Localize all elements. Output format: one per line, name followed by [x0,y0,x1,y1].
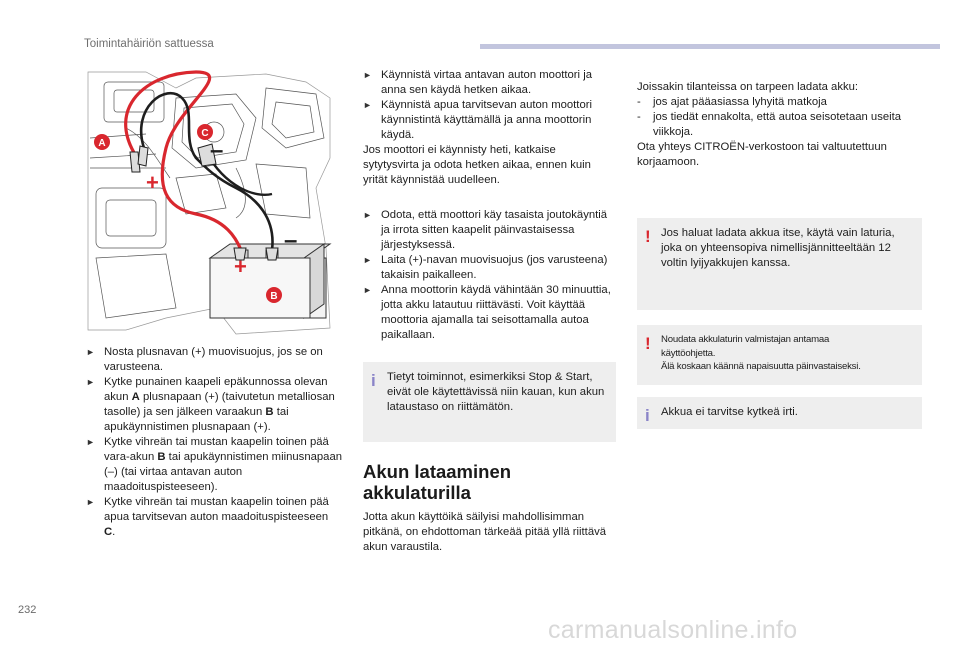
label-c: C [201,128,209,139]
list-item: ► Anna moottorin käydä vähintään 30 minuuttia, jotta akku latautuu riittävästi. Voit käyttää moottoria ajamalla tai seisottamalla autoa paikallaan. [363,284,611,341]
section-text: Jotta akun käyttöikä säilyisi mahdollisimman pitkänä, on ehdottoman tärkeää pitää yllä riittävä akun varaustila. [363,511,607,553]
arrow-bullet-icon: ► [363,100,372,110]
watermark: carmanualsonline.info [548,616,798,644]
plus-sign-b: + [234,254,247,279]
list-item: ► Odota, että moottori käy tasaista joutokäyntiä ja irrota sitten kaapelit päinvastaisessa järjestyksessä. [363,209,608,251]
arrow-bullet-icon: ► [86,497,95,507]
arrow-bullet-icon: ► [86,347,95,357]
info-icon: i [371,371,376,390]
header-bar [480,44,940,49]
list-item: ► Kytke vihreän tai mustan kaapelin toinen pää apua tarvitsevan auton maadoituspisteeseen C. [86,496,329,538]
arrow-bullet-icon: ► [363,285,372,295]
warning-icon: ! [645,227,651,246]
list-item: ► Kytke vihreän tai mustan kaapelin toinen pää vara-akun B tai apukäynnistimen miinusnapaan (–) (tai virtaa antavan auton maadoituspisteeseen). [86,436,343,493]
list-item: ► Käynnistä virtaa antavan auton moottori ja anna sen käydä hetken aikaa. [363,69,593,96]
col3-text: Joissakin tilanteissa on tarpeen ladata akku: - jos ajat pääasiassa lyhyitä matkoja - jos tiedät ennakolta, että autoa seisotetaan useita viikkoja. Ota yhteys CITROËN-verkostoon tai valtuutettuun korjaamoon. [637,80,922,170]
info-box-stop-start: i Tietyt toiminnot, esimerkiksi Stop & Start, eivät ole käytettävissä niin kauan, kun akun lataustaso on riittämätön. [363,362,616,442]
plus-sign-a: + [146,170,159,195]
warning-icon: ! [645,334,651,353]
list-item: ► Laita (+)-navan muovisuojus (jos varusteena) takaisin paikalleen. [363,254,608,281]
list-item: ► Nosta plusnavan (+) muovisuojus, jos se on varusteena. [86,346,323,373]
arrow-bullet-icon: ► [363,255,372,265]
arrow-bullet-icon: ► [363,70,372,80]
list-item: - jos tiedät ennakolta, että autoa seisotetaan useita viikkoja. [637,111,902,138]
list-item: - jos ajat pääasiassa lyhyitä matkoja [637,96,827,108]
warning-box-polarity: ! Noudata akkulaturin valmistajan antamaa käyttöohjetta. Älä koskaan käännä napaisuutta päinvastaiseksi. [637,325,922,385]
label-a: A [98,138,106,149]
page-number: 232 [18,604,37,616]
info-icon: i [645,406,650,425]
col2-mid [363,208,613,343]
arrow-bullet-icon: ► [86,377,95,387]
arrow-bullet-icon: ► [363,210,372,220]
minus-sign-c: – [210,137,224,164]
list-item: ► Käynnistä apua tarvitsevan auton moottori käynnistintä käyttämällä ja anna moottorin käydä. [363,99,593,141]
arrow-bullet-icon: ► [86,437,95,447]
col2-top [363,68,613,188]
col1-steps [86,345,342,540]
retry-paragraph: Jos moottori ei käynnisty heti, katkaise sytytysvirta ja odota hetken aikaa, ennen kuin yrität käynnistää uudelleen. [363,144,591,186]
list-item: ► Kytke punainen kaapeli epäkunnossa olevan akun A plusnapaan (+) (taivutetun metalliosan tasolle) ja sen jälkeen varaakun B tai apukäynnistimen plusnapaan (+). [86,376,335,433]
header-title: Toimintahäiriön sattuessa [84,38,214,50]
warning-box-charger: ! Jos haluat ladata akkua itse, käytä vain laturia, joka on yhteensopiva nimellisjännitteeltään 12 voltin lyijyakkujen kanssa. [637,218,922,310]
label-b: B [270,291,278,302]
info-box-disconnect: i Akkua ei tarvitse kytkeä irti. [637,397,922,429]
minus-sign-b: – [284,227,298,254]
section-title: Akun lataaminen akkulaturilla [363,461,512,503]
jump-start-illustration [86,68,332,336]
